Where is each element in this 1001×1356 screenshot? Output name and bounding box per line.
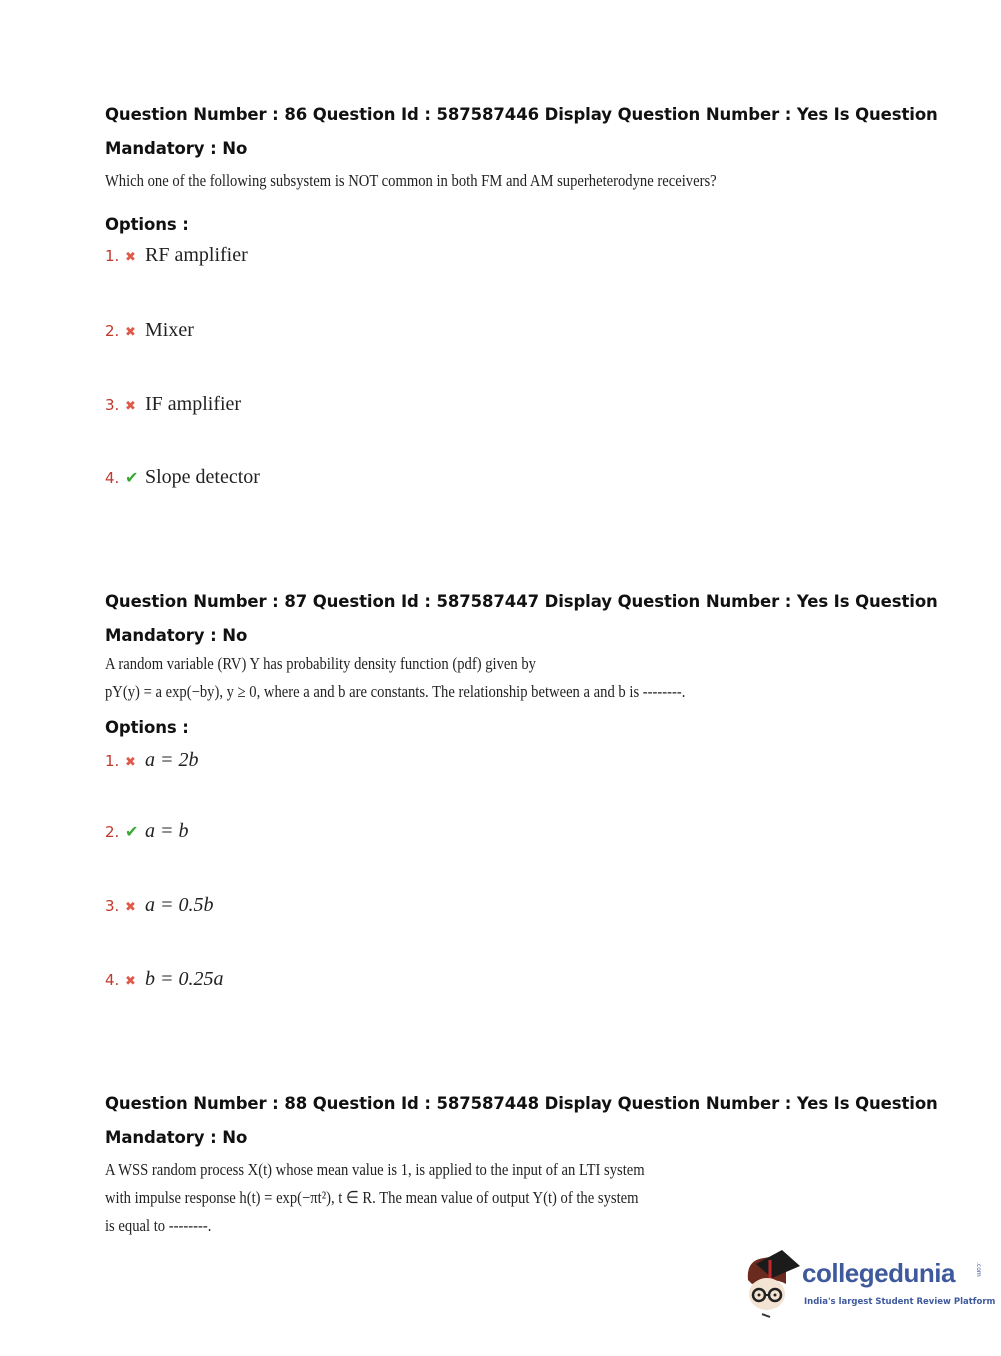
question-87-options-label: Options :	[105, 718, 189, 737]
question-87-mandatory: Mandatory : No	[105, 626, 248, 645]
question-88-text-line-3: is equal to --------.	[105, 1216, 212, 1235]
brand-suffix: .com	[975, 1262, 982, 1277]
option-number: 2.	[105, 823, 120, 841]
option-number: 4.	[105, 971, 120, 989]
option-text: a = b	[145, 820, 189, 842]
cross-icon: ✖	[125, 325, 136, 340]
cross-icon: ✖	[125, 399, 136, 414]
option-number: 1.	[105, 752, 120, 770]
q87-option-3	[105, 894, 214, 917]
option-number: 2.	[105, 322, 120, 340]
collegedunia-mascot-logo	[742, 1250, 802, 1320]
option-text: b = 0.25a	[145, 968, 224, 990]
option-text: a = 0.5b	[145, 894, 214, 916]
option-text: a = 2b	[145, 749, 199, 771]
option-text: IF amplifier	[145, 393, 242, 415]
option-number: 3.	[105, 897, 120, 915]
q87-option-2	[105, 820, 189, 843]
question-87-text-line-2: pY(y) = a exp(−by), y ≥ 0, where a and b are constants. The relationship between a and b is --------.	[105, 682, 686, 701]
brand-tagline: India's largest Student Review Platform	[804, 1297, 996, 1307]
question-88-header: Question Number : 88 Question Id : 587587448 Display Question Number : Yes Is Question	[105, 1094, 938, 1113]
cross-icon: ✖	[125, 900, 136, 915]
option-text: Slope detector	[145, 466, 260, 488]
question-88-mandatory: Mandatory : No	[105, 1128, 248, 1147]
question-86-mandatory: Mandatory : No	[105, 139, 248, 158]
q87-option-4	[105, 968, 224, 991]
question-87-header: Question Number : 87 Question Id : 587587447 Display Question Number : Yes Is Question	[105, 592, 938, 611]
question-87-text-line-1: A random variable (RV) Y has probability density function (pdf) given by	[105, 654, 536, 673]
q87-option-1	[105, 749, 199, 772]
question-88-text-line-1: A WSS random process X(t) whose mean value is 1, is applied to the input of an LTI system	[105, 1160, 645, 1179]
option-number: 3.	[105, 396, 120, 414]
option-number: 4.	[105, 469, 120, 487]
check-icon: ✔	[125, 822, 139, 841]
cross-icon: ✖	[125, 974, 136, 989]
check-icon: ✔	[125, 468, 139, 487]
question-86-text: Which one of the following subsystem is NOT common in both FM and AM superheterodyne receivers?	[105, 171, 717, 190]
collegedunia-brand: collegedunia	[802, 1258, 955, 1288]
option-text: RF amplifier	[145, 244, 248, 266]
option-text: Mixer	[145, 319, 194, 341]
q86-option-2	[105, 319, 194, 342]
q86-option-1	[105, 244, 248, 267]
option-number: 1.	[105, 247, 120, 265]
q86-option-3	[105, 393, 241, 416]
question-86-options-label: Options :	[105, 215, 189, 234]
q86-option-4	[105, 466, 260, 489]
cross-icon: ✖	[125, 250, 136, 265]
cross-icon: ✖	[125, 755, 136, 770]
question-86-header: Question Number : 86 Question Id : 587587446 Display Question Number : Yes Is Question	[105, 105, 938, 124]
question-88-text-line-2: with impulse response h(t) = exp(−πt²), t ∈ R. The mean value of output Y(t) of the system	[105, 1188, 639, 1207]
